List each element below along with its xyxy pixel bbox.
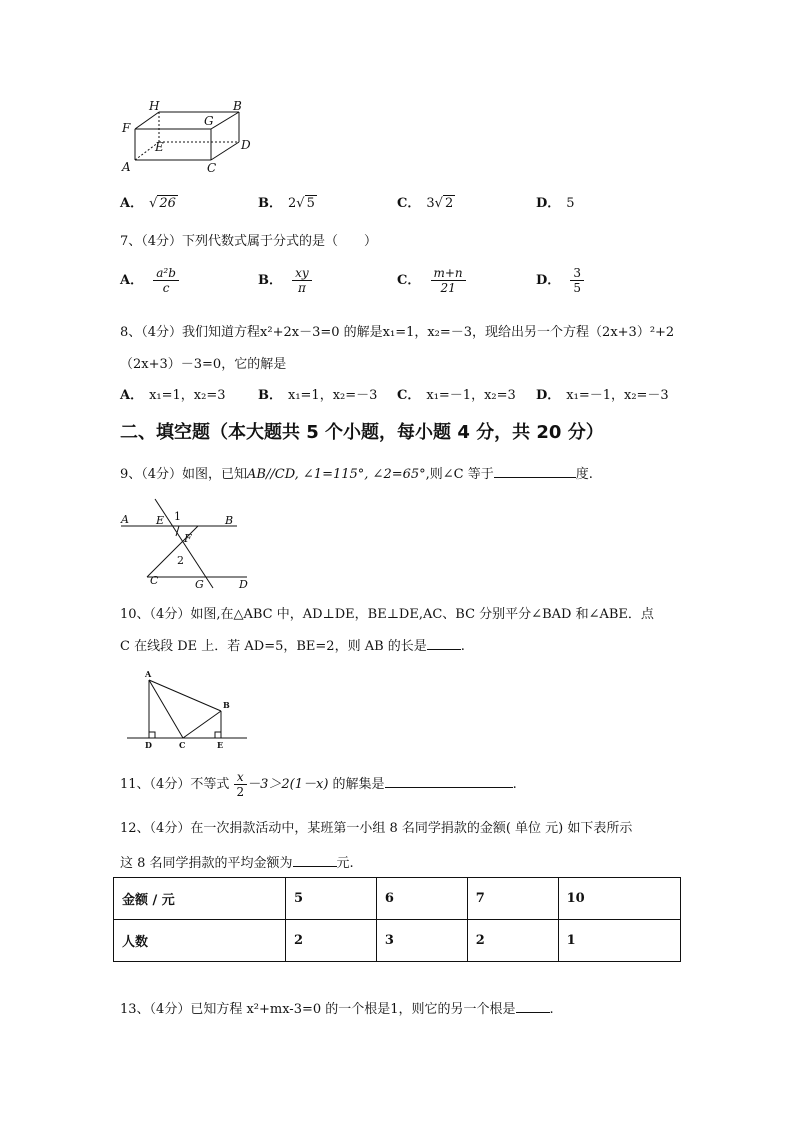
q12-stem-line2: 这 8 名同学捐款的平均金额为 元. bbox=[120, 856, 354, 871]
table-cell: 金额 / 元 bbox=[114, 878, 286, 920]
fraction: $\frac{x}{2}$ bbox=[233, 770, 247, 799]
donation-table bbox=[113, 877, 681, 962]
q7-stem: 7、（4分）下列代数式属于分式的是（ ） bbox=[120, 234, 378, 249]
q9-parallel-lines-figure bbox=[115, 496, 255, 592]
table-cell: 6 bbox=[376, 878, 467, 920]
fraction: $\frac{xy}{\pi}$ bbox=[292, 266, 312, 295]
vertex-label-h: H bbox=[149, 99, 160, 113]
angle-label-2: 2 bbox=[177, 554, 184, 567]
q6-option-d[interactable]: D． 5 bbox=[536, 196, 575, 211]
q13-stem: 13、（4分）已知方程 x²+mx-3=0 的一个根是1，则它的另一个根是 . bbox=[120, 1002, 554, 1017]
fraction: $\frac{m+n}{21}$ bbox=[431, 266, 466, 295]
answer-blank[interactable] bbox=[516, 1012, 550, 1013]
q6-option-b[interactable]: B． 2√ 5 bbox=[258, 196, 315, 211]
section-heading: 二、填空题（本大题共 5 个小题，每小题 4 分，共 20 分） bbox=[120, 422, 604, 443]
point-label-c: C bbox=[150, 574, 159, 587]
q9-stem: 9、（4分）如图，已知AB//CD, ∠1=115°, ∠2=65°,则∠C 等于 度. bbox=[120, 467, 593, 482]
table-cell: 3 bbox=[376, 920, 467, 962]
point-label-b: B bbox=[225, 514, 234, 527]
answer-blank[interactable] bbox=[494, 477, 576, 478]
answer-blank[interactable] bbox=[293, 866, 337, 867]
point-label-f: F bbox=[184, 532, 192, 545]
vertex-label-b: B bbox=[233, 99, 242, 113]
point-label-a: A bbox=[121, 513, 129, 526]
table-cell: 7 bbox=[467, 878, 558, 920]
table-row bbox=[114, 878, 681, 920]
q10-triangle-figure bbox=[125, 668, 250, 752]
q8-option-d[interactable]: D． x₁=－1，x₂=－3 bbox=[536, 388, 669, 403]
q10-stem-line1: 10、（4分）如图,在△ABC 中，AD⊥DE，BE⊥DE,AC、BC 分别平分∠BAD 和∠ABE．点 bbox=[120, 607, 654, 622]
point-label-e: E bbox=[217, 740, 224, 750]
table-cell: 1 bbox=[558, 920, 680, 962]
q8-option-a[interactable]: A． x₁=1，x₂=3 bbox=[120, 388, 226, 403]
q8-option-b[interactable]: B． x₁=1，x₂=－3 bbox=[258, 388, 378, 403]
q7-option-d[interactable]: D． $\frac{3}{5}$ bbox=[536, 266, 584, 295]
table-cell: 人数 bbox=[114, 920, 286, 962]
point-label-d: D bbox=[239, 578, 248, 591]
table-cell: 2 bbox=[467, 920, 558, 962]
q7-option-b[interactable]: B． $\frac{xy}{\pi}$ bbox=[258, 266, 312, 295]
q7-option-a[interactable]: A． $\frac{\text{a²b}}{c}$ bbox=[120, 266, 179, 295]
q12-stem-line1: 12、（4分）在一次捐款活动中，某班第一小组 8 名同学捐款的金额( 单位 元) 如下表所示 bbox=[120, 821, 633, 836]
vertex-label-c: C bbox=[207, 161, 217, 175]
q8-stem-line1: 8、（4分）我们知道方程x²+2x－3=0 的解是x₁=1，x₂=－3，现给出另一个方程（2x+3）²+2 bbox=[120, 325, 675, 340]
table-row bbox=[114, 920, 681, 962]
angle-label-1: 1 bbox=[174, 510, 181, 523]
vertex-label-g: G bbox=[204, 114, 214, 128]
q6-option-a[interactable]: A． √ 26 bbox=[120, 196, 176, 211]
vertex-label-a: A bbox=[122, 160, 131, 174]
fraction: $\frac{\text{a²b}}{c}$ bbox=[153, 266, 179, 295]
q6-option-c[interactable]: C． 3√ 2 bbox=[397, 196, 454, 211]
answer-blank[interactable] bbox=[385, 787, 513, 788]
answer-blank[interactable] bbox=[427, 649, 461, 650]
fraction: $\frac{3}{5}$ bbox=[570, 266, 584, 295]
point-label-d: D bbox=[145, 740, 152, 750]
vertex-label-e: E bbox=[155, 140, 164, 154]
vertex-label-d: D bbox=[241, 138, 251, 152]
q7-option-c[interactable]: C． $\frac{m+n}{21}$ bbox=[397, 266, 466, 295]
q10-stem-line2: C 在线段 DE 上．若 AD=5，BE=2，则 AB 的长是 . bbox=[120, 639, 465, 654]
q8-stem-line2: （2x+3）－3=0，它的解是 bbox=[120, 357, 287, 372]
point-label-e: E bbox=[156, 514, 165, 527]
point-label-c: C bbox=[179, 740, 186, 750]
q11-stem: 11、（4分）不等式 $\frac{x}{2}$ －3＞2(1－x) 的解集是 . bbox=[120, 770, 517, 799]
q8-option-c[interactable]: C． x₁=－1，x₂=3 bbox=[397, 388, 516, 403]
table-cell: 2 bbox=[286, 920, 377, 962]
table-cell: 10 bbox=[558, 878, 680, 920]
q6-box-figure bbox=[115, 96, 265, 178]
table-cell: 5 bbox=[286, 878, 377, 920]
point-label-g: G bbox=[195, 578, 204, 591]
point-label-b: B bbox=[223, 700, 230, 710]
vertex-label-f: F bbox=[122, 121, 131, 135]
point-label-a: A bbox=[145, 669, 152, 679]
